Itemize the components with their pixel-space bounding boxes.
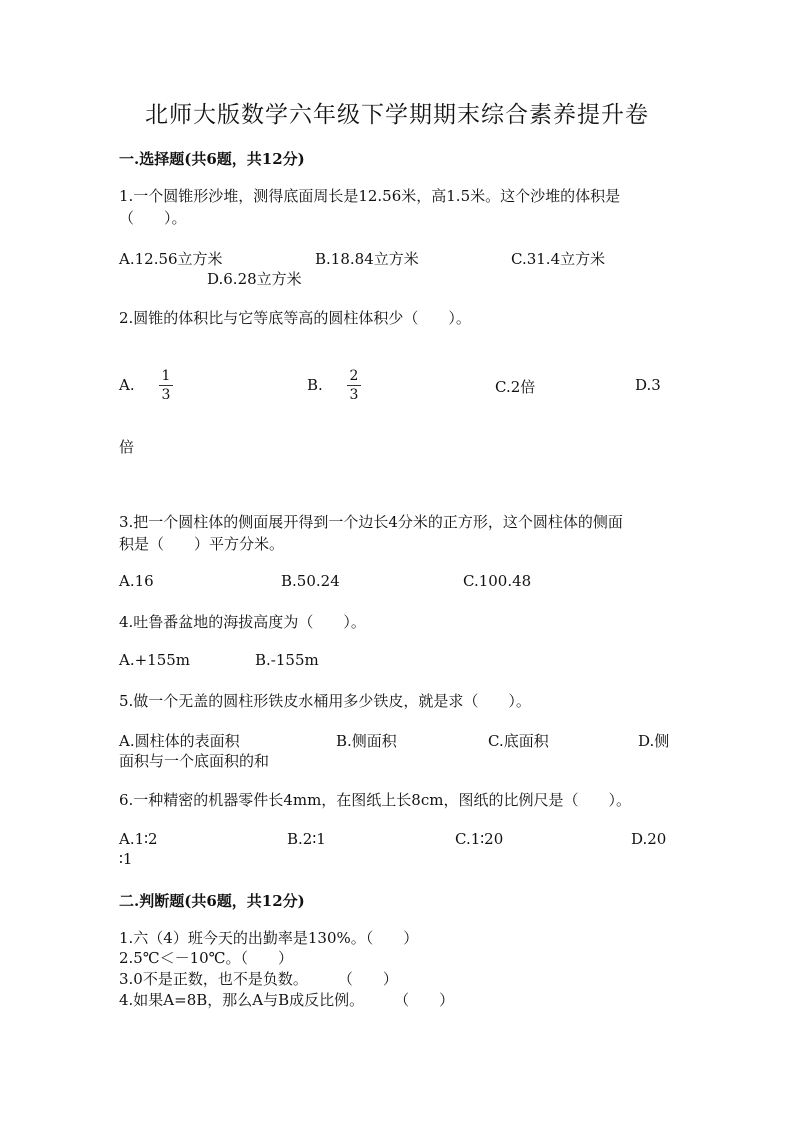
- question-4-stem: 4.吐鲁番盆地的海拔高度为（ ）。: [119, 613, 366, 631]
- question-3-option-c[interactable]: C.100.48: [463, 572, 532, 590]
- question-6-option-d-wrap: ∶1: [119, 850, 133, 868]
- fraction-numerator: 1: [161, 368, 171, 384]
- fraction-denominator: 3: [161, 387, 171, 403]
- question-5-option-a[interactable]: A.圆柱体的表面积: [119, 732, 240, 750]
- judgement-item-2: 2.5℃＜－10℃。（ ）: [119, 949, 294, 967]
- question-2-option-c[interactable]: C.2倍: [495, 378, 536, 396]
- judgement-item-1: 1.六（4）班今天的出勤率是130%。（ ）: [119, 929, 419, 947]
- question-1-option-d[interactable]: D.6.28立方米: [207, 270, 302, 288]
- question-5-option-d-wrap: 面积与一个底面积的和: [119, 752, 270, 770]
- page-title: 北师大版数学六年级下学期期末综合素养提升卷: [145, 102, 649, 128]
- question-2-option-d-wrap: 倍: [119, 438, 135, 456]
- question-5-option-c[interactable]: C.底面积: [488, 732, 549, 750]
- fraction-one-third: [159, 368, 173, 403]
- question-2-stem: 2.圆锥的体积比与它等底等高的圆柱体积少（ ）。: [119, 309, 471, 327]
- question-6-option-d[interactable]: D.20: [631, 830, 667, 848]
- question-3-stem: 3.把一个圆柱体的侧面展开得到一个边长4分米的正方形，这个圆柱体的侧面: [119, 513, 623, 531]
- question-1-stem: 1.一个圆锥形沙堆，测得底面周长是12.56米，高1.5米。这个沙堆的体积是: [119, 187, 621, 205]
- fraction-denominator: 3: [349, 387, 359, 403]
- question-3-option-a[interactable]: A.16: [119, 572, 154, 590]
- question-3-stem-cont: 积是（ ）平方分米。: [119, 535, 285, 553]
- fraction-bar: [347, 385, 361, 386]
- question-2-option-b[interactable]: B.: [307, 376, 323, 394]
- question-2-option-d[interactable]: D.3: [635, 376, 661, 394]
- question-6-option-a[interactable]: A.1∶2: [119, 830, 158, 848]
- fraction-bar: [159, 385, 173, 386]
- judgement-item-4: 4.如果A=8B，那么A与B成反比例。 （ ）: [119, 991, 455, 1009]
- section-heading-judgement: 二.判断题(共6题，共12分): [119, 892, 305, 910]
- question-4-option-b[interactable]: B.-155m: [255, 651, 319, 669]
- question-3-option-b[interactable]: B.50.24: [281, 572, 340, 590]
- question-5-option-b[interactable]: B.侧面积: [336, 732, 397, 750]
- question-1-option-a[interactable]: A.12.56立方米: [119, 250, 223, 268]
- section-heading-choice: 一.选择题(共6题，共12分): [119, 150, 305, 168]
- question-5-option-d[interactable]: D.侧: [638, 732, 670, 750]
- question-6-option-b[interactable]: B.2∶1: [287, 830, 326, 848]
- question-2-option-a[interactable]: A.: [119, 376, 135, 394]
- question-1-option-b[interactable]: B.18.84立方米: [315, 250, 419, 268]
- question-6-option-c[interactable]: C.1∶20: [455, 830, 504, 848]
- judgement-item-3: 3.0不是正数，也不是负数。 （ ）: [119, 970, 398, 988]
- fraction-two-thirds: [347, 368, 361, 403]
- question-4-option-a[interactable]: A.+155m: [119, 651, 191, 669]
- question-6-stem: 6.一种精密的机器零件长4mm，在图纸上长8cm，图纸的比例尺是（ ）。: [119, 791, 631, 809]
- question-1-stem-cont: （ ）。: [119, 209, 187, 227]
- fraction-numerator: 2: [349, 368, 359, 384]
- question-1-option-c[interactable]: C.31.4立方米: [511, 250, 606, 268]
- question-5-stem: 5.做一个无盖的圆柱形铁皮水桶用多少铁皮，就是求（ ）。: [119, 692, 531, 710]
